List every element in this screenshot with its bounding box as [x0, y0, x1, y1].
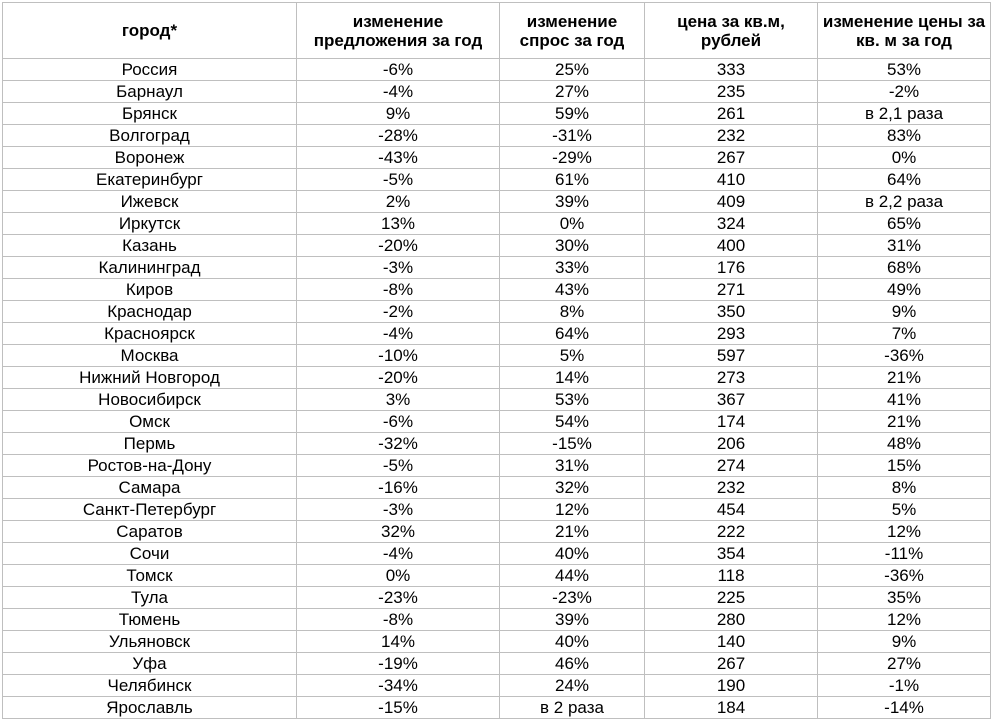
cell-price-per-sqm: 225 [645, 587, 818, 609]
table-row [3, 169, 991, 191]
cell-city: Ростов-на-Дону [3, 455, 297, 477]
cell-city: Екатеринбург [3, 169, 297, 191]
cell-price-per-sqm: 190 [645, 675, 818, 697]
cell-city: Ижевск [3, 191, 297, 213]
cell-supply-change: 32% [297, 521, 500, 543]
cell-demand-change: 53% [500, 389, 645, 411]
cell-price-change: 49% [818, 279, 991, 301]
cell-city: Сочи [3, 543, 297, 565]
cell-price-change: 35% [818, 587, 991, 609]
cell-city: Россия [3, 59, 297, 81]
header-row [3, 3, 991, 59]
table-row [3, 235, 991, 257]
cell-city: Тула [3, 587, 297, 609]
cell-price-change: 31% [818, 235, 991, 257]
cell-demand-change: 43% [500, 279, 645, 301]
cell-demand-change: 30% [500, 235, 645, 257]
cell-price-per-sqm: 176 [645, 257, 818, 279]
cell-city: Киров [3, 279, 297, 301]
cell-supply-change: -10% [297, 345, 500, 367]
header-city: город* [3, 3, 297, 59]
cell-price-per-sqm: 271 [645, 279, 818, 301]
cell-price-change: -1% [818, 675, 991, 697]
cell-demand-change: 27% [500, 81, 645, 103]
table-row [3, 301, 991, 323]
cell-demand-change: 44% [500, 565, 645, 587]
cell-supply-change: -3% [297, 499, 500, 521]
cell-city: Волгоград [3, 125, 297, 147]
cell-supply-change: -4% [297, 543, 500, 565]
cell-price-per-sqm: 267 [645, 147, 818, 169]
cell-price-per-sqm: 222 [645, 521, 818, 543]
cell-price-per-sqm: 454 [645, 499, 818, 521]
cell-price-per-sqm: 140 [645, 631, 818, 653]
cell-price-per-sqm: 261 [645, 103, 818, 125]
table-row [3, 367, 991, 389]
table-row [3, 609, 991, 631]
cell-supply-change: -20% [297, 367, 500, 389]
cell-demand-change: 25% [500, 59, 645, 81]
table-row [3, 455, 991, 477]
cell-price-change: 8% [818, 477, 991, 499]
cell-supply-change: -23% [297, 587, 500, 609]
cell-price-change: 41% [818, 389, 991, 411]
cell-supply-change: -8% [297, 609, 500, 631]
cell-city: Казань [3, 235, 297, 257]
cell-supply-change: 13% [297, 213, 500, 235]
cell-price-per-sqm: 232 [645, 125, 818, 147]
cell-city: Санкт-Петербург [3, 499, 297, 521]
cell-city: Омск [3, 411, 297, 433]
cell-price-per-sqm: 232 [645, 477, 818, 499]
cell-demand-change: 61% [500, 169, 645, 191]
cell-price-change: -14% [818, 697, 991, 719]
cell-price-per-sqm: 235 [645, 81, 818, 103]
cell-price-change: 27% [818, 653, 991, 675]
cell-supply-change: 0% [297, 565, 500, 587]
cell-city: Москва [3, 345, 297, 367]
cell-city: Нижний Новгород [3, 367, 297, 389]
cell-city: Самара [3, 477, 297, 499]
cell-demand-change: 12% [500, 499, 645, 521]
table-row [3, 631, 991, 653]
cell-city: Новосибирск [3, 389, 297, 411]
cell-demand-change: 24% [500, 675, 645, 697]
header-supply-change: изменение предложения за год [297, 3, 500, 59]
table-row [3, 103, 991, 125]
cell-demand-change: -29% [500, 147, 645, 169]
table-row [3, 323, 991, 345]
table-row [3, 411, 991, 433]
table-row [3, 257, 991, 279]
cell-supply-change: -15% [297, 697, 500, 719]
cell-demand-change: 40% [500, 631, 645, 653]
cell-city: Краснодар [3, 301, 297, 323]
cell-city: Барнаул [3, 81, 297, 103]
table-row [3, 675, 991, 697]
cell-demand-change: -23% [500, 587, 645, 609]
cell-supply-change: -2% [297, 301, 500, 323]
cell-demand-change: 14% [500, 367, 645, 389]
table-row [3, 213, 991, 235]
cell-supply-change: 3% [297, 389, 500, 411]
cell-city: Саратов [3, 521, 297, 543]
cell-price-change: 0% [818, 147, 991, 169]
table-row [3, 191, 991, 213]
cell-demand-change: 21% [500, 521, 645, 543]
cell-price-change: 83% [818, 125, 991, 147]
cell-price-change: 65% [818, 213, 991, 235]
table-row [3, 59, 991, 81]
cell-price-per-sqm: 118 [645, 565, 818, 587]
cell-price-per-sqm: 597 [645, 345, 818, 367]
cell-demand-change: -31% [500, 125, 645, 147]
table-row [3, 81, 991, 103]
cell-demand-change: 31% [500, 455, 645, 477]
cell-supply-change: -16% [297, 477, 500, 499]
cell-supply-change: -6% [297, 411, 500, 433]
cell-city: Томск [3, 565, 297, 587]
cell-price-per-sqm: 410 [645, 169, 818, 191]
cell-price-change: 9% [818, 631, 991, 653]
table-row [3, 697, 991, 719]
cell-price-change: в 2,2 раза [818, 191, 991, 213]
table-row [3, 587, 991, 609]
cell-price-per-sqm: 333 [645, 59, 818, 81]
cell-price-per-sqm: 293 [645, 323, 818, 345]
cell-price-change: 12% [818, 609, 991, 631]
table-row [3, 499, 991, 521]
cell-price-change: 9% [818, 301, 991, 323]
cell-demand-change: в 2 раза [500, 697, 645, 719]
table-row [3, 345, 991, 367]
cell-demand-change: -15% [500, 433, 645, 455]
cell-price-per-sqm: 174 [645, 411, 818, 433]
table-row [3, 147, 991, 169]
cell-price-per-sqm: 324 [645, 213, 818, 235]
cell-supply-change: -6% [297, 59, 500, 81]
cell-price-per-sqm: 354 [645, 543, 818, 565]
cell-price-change: 12% [818, 521, 991, 543]
cell-price-change: -11% [818, 543, 991, 565]
cell-price-change: 68% [818, 257, 991, 279]
cell-price-change: -36% [818, 565, 991, 587]
cell-supply-change: -43% [297, 147, 500, 169]
cell-city: Красноярск [3, 323, 297, 345]
cell-supply-change: 9% [297, 103, 500, 125]
table-row [3, 389, 991, 411]
table-row [3, 433, 991, 455]
cell-city: Уфа [3, 653, 297, 675]
cell-price-per-sqm: 409 [645, 191, 818, 213]
cell-price-per-sqm: 206 [645, 433, 818, 455]
real-estate-table [2, 2, 991, 719]
cell-demand-change: 32% [500, 477, 645, 499]
table-body [3, 59, 991, 719]
cell-city: Воронеж [3, 147, 297, 169]
cell-supply-change: -5% [297, 169, 500, 191]
cell-demand-change: 46% [500, 653, 645, 675]
cell-city: Ярославль [3, 697, 297, 719]
cell-demand-change: 5% [500, 345, 645, 367]
cell-demand-change: 59% [500, 103, 645, 125]
cell-price-per-sqm: 350 [645, 301, 818, 323]
cell-demand-change: 33% [500, 257, 645, 279]
cell-supply-change: -28% [297, 125, 500, 147]
cell-price-per-sqm: 273 [645, 367, 818, 389]
cell-price-per-sqm: 367 [645, 389, 818, 411]
cell-supply-change: 14% [297, 631, 500, 653]
header-demand-change: изменение спрос за год [500, 3, 645, 59]
cell-city: Тюмень [3, 609, 297, 631]
cell-supply-change: -19% [297, 653, 500, 675]
cell-price-change: в 2,1 раза [818, 103, 991, 125]
cell-price-change: -2% [818, 81, 991, 103]
table-row [3, 279, 991, 301]
cell-price-change: 15% [818, 455, 991, 477]
cell-demand-change: 39% [500, 609, 645, 631]
table-row [3, 565, 991, 587]
table-row [3, 521, 991, 543]
cell-city: Брянск [3, 103, 297, 125]
table-row [3, 543, 991, 565]
cell-demand-change: 0% [500, 213, 645, 235]
cell-price-change: 53% [818, 59, 991, 81]
cell-price-change: 21% [818, 411, 991, 433]
cell-supply-change: -20% [297, 235, 500, 257]
cell-price-change: 48% [818, 433, 991, 455]
cell-demand-change: 8% [500, 301, 645, 323]
header-price-change: изменение цены за кв. м за год [818, 3, 991, 59]
cell-price-change: 7% [818, 323, 991, 345]
table-row [3, 653, 991, 675]
cell-city: Пермь [3, 433, 297, 455]
cell-demand-change: 39% [500, 191, 645, 213]
table-row [3, 125, 991, 147]
cell-city: Ульяновск [3, 631, 297, 653]
cell-price-per-sqm: 184 [645, 697, 818, 719]
cell-price-change: 64% [818, 169, 991, 191]
cell-supply-change: -32% [297, 433, 500, 455]
cell-city: Иркутск [3, 213, 297, 235]
cell-price-per-sqm: 400 [645, 235, 818, 257]
header-price-per-sqm: цена за кв.м, рублей [645, 3, 818, 59]
cell-city: Челябинск [3, 675, 297, 697]
cell-supply-change: -5% [297, 455, 500, 477]
cell-supply-change: -8% [297, 279, 500, 301]
cell-demand-change: 54% [500, 411, 645, 433]
cell-supply-change: -3% [297, 257, 500, 279]
cell-supply-change: 2% [297, 191, 500, 213]
cell-demand-change: 40% [500, 543, 645, 565]
cell-city: Калининград [3, 257, 297, 279]
cell-price-change: 21% [818, 367, 991, 389]
cell-price-change: -36% [818, 345, 991, 367]
cell-price-per-sqm: 280 [645, 609, 818, 631]
cell-demand-change: 64% [500, 323, 645, 345]
cell-supply-change: -4% [297, 81, 500, 103]
cell-price-change: 5% [818, 499, 991, 521]
table-header [3, 3, 991, 59]
cell-supply-change: -4% [297, 323, 500, 345]
cell-price-per-sqm: 267 [645, 653, 818, 675]
table-row [3, 477, 991, 499]
cell-price-per-sqm: 274 [645, 455, 818, 477]
cell-supply-change: -34% [297, 675, 500, 697]
